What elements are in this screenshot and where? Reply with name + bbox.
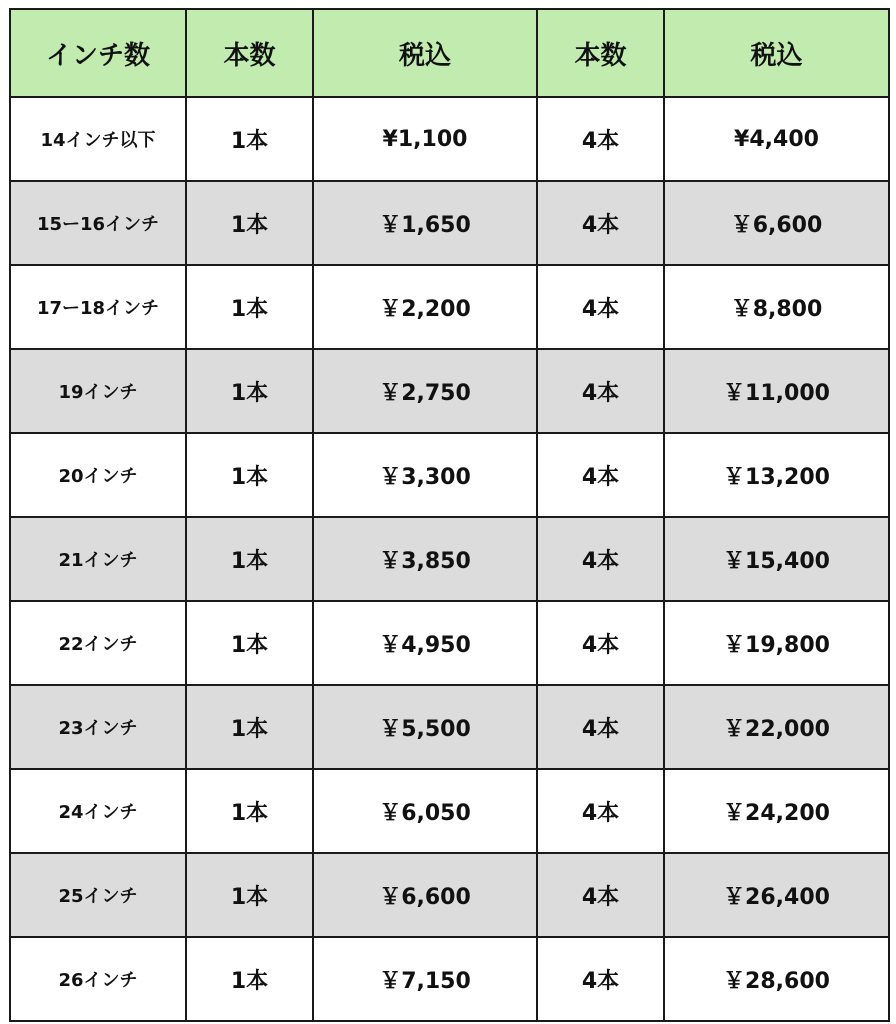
price-set-cell: ￥22,000 xyxy=(664,685,889,769)
price-set-cell: ￥8,800 xyxy=(664,265,889,349)
qty-single-cell: 1本 xyxy=(186,769,313,853)
qty-set-cell: 4本 xyxy=(537,349,664,433)
qty-single-cell: 1本 xyxy=(186,349,313,433)
qty-single-cell: 1本 xyxy=(186,601,313,685)
qty-set-cell: 4本 xyxy=(537,97,664,181)
qty-single-cell: 1本 xyxy=(186,937,313,1021)
qty-set-cell: 4本 xyxy=(537,517,664,601)
header-price-set: 税込 xyxy=(664,9,889,97)
table-row xyxy=(10,769,889,853)
qty-set-cell: 4本 xyxy=(537,685,664,769)
price-set-cell: ￥13,200 xyxy=(664,433,889,517)
qty-set-cell: 4本 xyxy=(537,181,664,265)
header-row xyxy=(10,9,889,97)
qty-single-cell: 1本 xyxy=(186,433,313,517)
size-cell: 20インチ xyxy=(10,433,186,517)
size-cell: 14インチ以下 xyxy=(10,97,186,181)
table-row xyxy=(10,181,889,265)
price-single-cell: ￥5,500 xyxy=(313,685,537,769)
price-set-cell: ￥15,400 xyxy=(664,517,889,601)
price-single-cell: ￥1,650 xyxy=(313,181,537,265)
table-body xyxy=(10,97,889,1021)
table-row xyxy=(10,937,889,1021)
qty-single-cell: 1本 xyxy=(186,97,313,181)
price-set-cell: ￥28,600 xyxy=(664,937,889,1021)
price-single-cell: ￥3,300 xyxy=(313,433,537,517)
table-row xyxy=(10,601,889,685)
price-set-cell: ￥6,600 xyxy=(664,181,889,265)
price-set-cell: ￥24,200 xyxy=(664,769,889,853)
header-price-single: 税込 xyxy=(313,9,537,97)
price-single-cell: ¥1,100 xyxy=(313,97,537,181)
header-qty-set: 本数 xyxy=(537,9,664,97)
qty-single-cell: 1本 xyxy=(186,853,313,937)
qty-single-cell: 1本 xyxy=(186,265,313,349)
price-single-cell: ￥2,750 xyxy=(313,349,537,433)
size-cell: 15ー16インチ xyxy=(10,181,186,265)
price-single-cell: ￥4,950 xyxy=(313,601,537,685)
qty-set-cell: 4本 xyxy=(537,265,664,349)
size-cell: 22インチ xyxy=(10,601,186,685)
header-qty-single: 本数 xyxy=(186,9,313,97)
size-cell: 24インチ xyxy=(10,769,186,853)
price-single-cell: ￥2,200 xyxy=(313,265,537,349)
header-inch-size: インチ数 xyxy=(10,9,186,97)
table-row xyxy=(10,349,889,433)
qty-set-cell: 4本 xyxy=(537,601,664,685)
table-row xyxy=(10,853,889,937)
qty-set-cell: 4本 xyxy=(537,937,664,1021)
size-cell: 25インチ xyxy=(10,853,186,937)
price-single-cell: ￥7,150 xyxy=(313,937,537,1021)
table-row xyxy=(10,433,889,517)
qty-single-cell: 1本 xyxy=(186,685,313,769)
table-row xyxy=(10,265,889,349)
price-single-cell: ￥3,850 xyxy=(313,517,537,601)
table-row xyxy=(10,517,889,601)
qty-single-cell: 1本 xyxy=(186,517,313,601)
table-row xyxy=(10,97,889,181)
price-set-cell: ￥26,400 xyxy=(664,853,889,937)
price-set-cell: ¥4,400 xyxy=(664,97,889,181)
table-header xyxy=(10,9,889,97)
qty-set-cell: 4本 xyxy=(537,853,664,937)
size-cell: 23インチ xyxy=(10,685,186,769)
qty-set-cell: 4本 xyxy=(537,769,664,853)
qty-set-cell: 4本 xyxy=(537,433,664,517)
tire-price-table xyxy=(9,8,890,1022)
size-cell: 21インチ xyxy=(10,517,186,601)
size-cell: 19インチ xyxy=(10,349,186,433)
table-row xyxy=(10,685,889,769)
price-single-cell: ￥6,600 xyxy=(313,853,537,937)
price-single-cell: ￥6,050 xyxy=(313,769,537,853)
price-set-cell: ￥19,800 xyxy=(664,601,889,685)
size-cell: 26インチ xyxy=(10,937,186,1021)
price-set-cell: ￥11,000 xyxy=(664,349,889,433)
size-cell: 17ー18インチ xyxy=(10,265,186,349)
qty-single-cell: 1本 xyxy=(186,181,313,265)
